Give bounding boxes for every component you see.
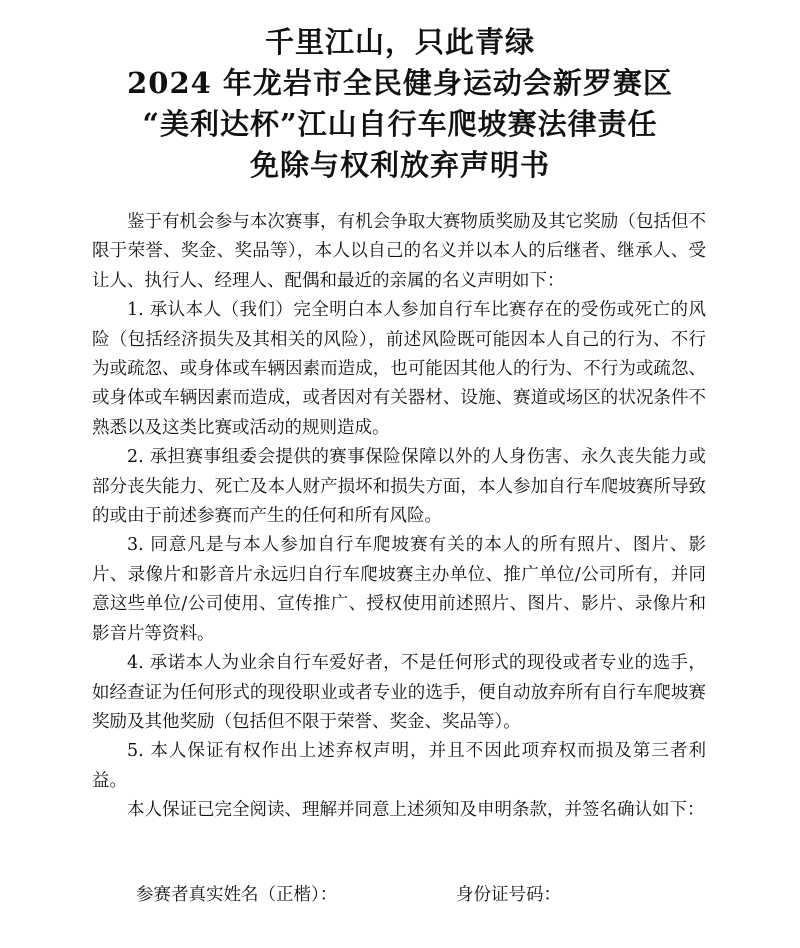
clause-2: 2. 承担赛事组委会提供的赛事保险保障以外的人身伤害、永久丧失能力或部分丧失能力、死亡及本人财产损坏和损失方面，本人参加自行车爬坡赛所导致的或由于前述参赛而产生的任何和所有风险。 — [92, 447, 706, 527]
title-line-3: “美利达杯”江山自行车爬坡赛法律责任 — [142, 107, 658, 141]
clause-1: 1. 承认本人（我们）完全明白本人参加自行车比赛存在的受伤或死亡的风险（包括经济损失及其相关的风险），前述风险既可能因本人自己的行为、不行为或疏忽、或身体或车辆因素而造成，也可能因其他人的行为、不行为或疏忽、或身体或车辆因素而造成，或者因对有关器材、设施、赛道或场区的状况条件不熟悉以及这类比赛或活动的规则造成。 — [92, 300, 706, 438]
clause-5: 5. 本人保证有权作出上述弃权声明，并且不因此项弃权而损及第三者利益。 — [92, 741, 706, 791]
document-body — [92, 208, 706, 826]
clause-3: 3. 同意凡是与本人参加自行车爬坡赛有关的本人的所有照片、图片、影片、录像片和影音片永远归自行车爬坡赛主办单位、推广单位/公司所有，并同意这些单位/公司使用、宣传推广、授权使用前述照片、图片、影片、录像片和影音片等资料。 — [92, 535, 706, 644]
title-line-1: 千里江山，只此青绿 — [264, 25, 535, 59]
closing-paragraph: 本人保证已完全阅读、理解并同意上述须知及申明条款，并签名确认如下： — [127, 800, 705, 821]
title-line-2: 2024 年龙岩市全民健身运动会新罗赛区 — [127, 66, 673, 100]
document-title — [0, 22, 800, 186]
clause-4: 4. 承诺本人为业余自行车爱好者，不是任何形式的现役或者专业的选手，如经查证为任何形式的现役职业或者专业的选手，便自动放弃所有自行车爬坡赛奖励及其他奖励（包括但不限于荣誉、奖金、奖品等）。 — [92, 653, 706, 732]
participant-name-label: 参赛者真实姓名（正楷）： — [136, 885, 338, 905]
title-line-4: 免除与权利放弃声明书 — [249, 148, 550, 182]
intro-paragraph: 鉴于有机会参与本次赛事，有机会争取大赛物质奖励及其它奖励（包括但不限于荣誉、奖金、奖品等），本人以自己的名义并以本人的后继者、继承人、受让人、执行人、经理人、配偶和最近的亲属的名义声明如下： — [92, 212, 706, 291]
id-number-label: 身份证号码： — [456, 885, 561, 905]
